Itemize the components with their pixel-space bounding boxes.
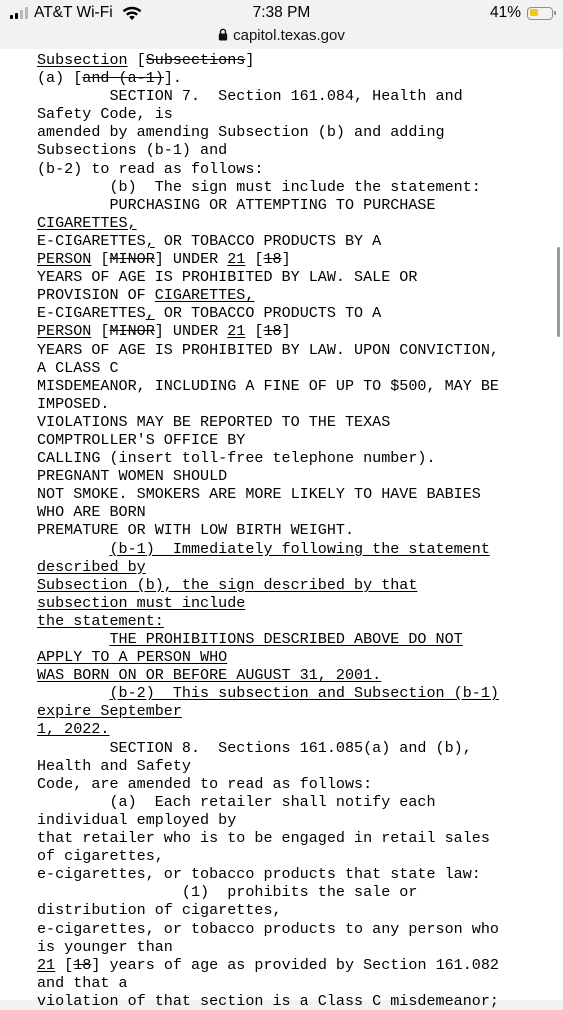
deleted-text: MINOR [109, 250, 155, 269]
inserted-text: subsection must include [37, 593, 246, 612]
text-run: that retailer who is to be engaged in retail sales [37, 829, 490, 848]
text-line [37, 232, 563, 250]
text-run: ] [281, 322, 291, 341]
text-run: [ [245, 250, 264, 269]
text-line [37, 431, 563, 449]
text-run: E-CIGARETTES [37, 231, 146, 250]
deleted-text: 18 [73, 955, 92, 974]
text-run: ] [245, 51, 255, 69]
text-line [37, 938, 563, 956]
url-text[interactable]: capitol.texas.gov [233, 27, 345, 44]
inserted-text: CIGARETTES, [154, 286, 255, 305]
text-run: [ [91, 250, 110, 269]
battery-fill [530, 9, 538, 16]
status-bar [0, 0, 563, 27]
text-line [37, 250, 563, 268]
text-line [37, 51, 563, 69]
clock: 7:38 PM [252, 4, 311, 21]
text-run: Health and Safety [37, 756, 191, 775]
text-run: individual employed by [37, 810, 237, 829]
text-run: (b) The sign must include the statement: [37, 177, 481, 196]
text-run: [ [55, 955, 74, 974]
inserted-text: THE PROHIBITIONS DESCRIBED ABOVE DO NOT [109, 630, 463, 648]
text-run: Safety Code, is [37, 105, 173, 124]
text-line [37, 974, 563, 992]
inserted-text: expire September [37, 702, 182, 721]
text-line [37, 576, 563, 594]
text-line [37, 540, 563, 558]
text-run: (a) [ [37, 69, 83, 88]
inserted-text: described by [37, 557, 146, 576]
text-line [37, 901, 563, 919]
text-line [37, 847, 563, 865]
text-line [37, 485, 563, 503]
text-run: OR TOBACCO PRODUCTS BY A [154, 231, 382, 250]
text-line [37, 558, 563, 576]
text-run: WHO ARE BORN [37, 503, 146, 522]
text-line [37, 377, 563, 395]
inserted-text: PERSON [37, 250, 92, 269]
text-line [37, 341, 563, 359]
text-line [37, 648, 563, 666]
deleted-text: and (a-1) [82, 69, 164, 88]
text-line [37, 992, 563, 1010]
text-run: PREGNANT WOMEN SHOULD [37, 467, 228, 486]
text-run: (1) prohibits the sale or [37, 883, 418, 902]
text-run: is younger than [37, 937, 173, 956]
text-run: ]. [163, 69, 182, 88]
inserted-text: (b-2) This subsection and Subsection (b-1) [109, 684, 499, 703]
text-line [37, 612, 563, 630]
text-run: SECTION 8. Sections 161.085(a) and (b), [37, 738, 472, 757]
text-run: COMPTROLLER'S OFFICE BY [37, 430, 246, 449]
text-run: IMPOSED. [37, 394, 110, 413]
text-line [37, 304, 563, 322]
page-content[interactable] [0, 49, 563, 1010]
text-line [37, 286, 563, 304]
text-line [37, 666, 563, 684]
text-run: e-cigarettes, or tobacco products that state law: [37, 865, 481, 884]
text-line [37, 720, 563, 738]
text-line [37, 449, 563, 467]
text-run: (b-2) to read as follows: [37, 159, 264, 178]
inserted-text: 1, 2022. [37, 720, 110, 739]
text-run: YEARS OF AGE IS PROHIBITED BY LAW. UPON CONVICTION, [37, 340, 499, 359]
text-run: MISDEMEANOR, INCLUDING A FINE OF UP TO $500, MAY BE [37, 376, 499, 395]
text-run: and that a [37, 973, 128, 992]
battery-percent: 41% [489, 4, 521, 21]
text-line [37, 359, 563, 377]
text-run: of cigarettes, [37, 847, 164, 866]
text-line [37, 467, 563, 485]
text-line [37, 829, 563, 847]
text-run: [ [91, 322, 110, 341]
inserted-text: , [145, 304, 155, 323]
deleted-text: 18 [263, 322, 282, 341]
text-run: OR TOBACCO PRODUCTS TO A [154, 304, 382, 323]
text-line [37, 196, 563, 214]
text-run: ] UNDER [154, 322, 228, 341]
battery-icon [527, 7, 553, 20]
inserted-text: WAS BORN ON OR BEFORE AUGUST 31, 2001. [37, 666, 382, 685]
inserted-text: the statement: [37, 611, 164, 630]
text-line [37, 413, 563, 431]
deleted-text: 18 [263, 250, 282, 269]
text-run [37, 684, 109, 702]
text-line [37, 503, 563, 521]
inserted-text: Subsection [37, 51, 128, 69]
text-run: A CLASS C [37, 358, 119, 377]
text-run: ] UNDER [154, 250, 228, 269]
inserted-text: CIGARETTES, [37, 213, 137, 232]
text-run: PREMATURE OR WITH LOW BIRTH WEIGHT. [37, 521, 355, 540]
text-run: PURCHASING OR ATTEMPTING TO PURCHASE [37, 195, 436, 214]
inserted-text: (b-1) Immediately following the statement [109, 539, 490, 558]
inserted-text: APPLY TO A PERSON WHO [37, 648, 228, 667]
inserted-text: 21 [37, 955, 56, 974]
text-line [37, 811, 563, 829]
text-line [37, 702, 563, 720]
text-line [37, 739, 563, 757]
text-line [37, 268, 563, 286]
bill-text [0, 49, 563, 1010]
text-line [37, 594, 563, 612]
text-line [37, 105, 563, 123]
text-run: E-CIGARETTES [37, 304, 146, 323]
text-line [37, 920, 563, 938]
text-line [37, 178, 563, 196]
text-line [37, 956, 563, 974]
text-run: e-cigarettes, or tobacco products to any person who [37, 919, 499, 938]
text-run: [ [245, 322, 264, 341]
text-run: CALLING (insert toll-free telephone number). [37, 449, 436, 468]
inserted-text: 21 [227, 322, 246, 341]
text-run: violation of that section is a Class C misdemeanor; [37, 991, 499, 1010]
text-line [37, 123, 563, 141]
text-run: [ [127, 51, 146, 69]
text-line [37, 521, 563, 539]
text-line [37, 793, 563, 811]
text-line [37, 214, 563, 232]
text-line [37, 141, 563, 159]
text-run: YEARS OF AGE IS PROHIBITED BY LAW. SALE OR [37, 268, 418, 287]
inserted-text: 21 [227, 250, 246, 269]
text-run: Code, are amended to read as follows: [37, 774, 373, 793]
text-line [37, 865, 563, 883]
text-run: amended by amending Subsection (b) and adding [37, 123, 445, 142]
text-run: ] [281, 250, 291, 269]
text-line [37, 757, 563, 775]
text-line [37, 395, 563, 413]
carrier-label: AT&T Wi-Fi [34, 4, 113, 21]
text-run [37, 540, 109, 558]
text-line [37, 87, 563, 105]
text-run: (a) Each retailer shall notify each [37, 792, 436, 811]
inserted-text: PERSON [37, 322, 92, 341]
text-line [37, 630, 563, 648]
inserted-text: , [145, 231, 155, 250]
text-run: distribution of cigarettes, [37, 901, 282, 920]
text-line [37, 160, 563, 178]
text-line [37, 322, 563, 340]
text-run [37, 630, 109, 648]
text-run: Subsections (b-1) and [37, 141, 228, 160]
text-line [37, 684, 563, 702]
text-line [37, 775, 563, 793]
text-line [37, 69, 563, 87]
text-line [37, 883, 563, 901]
lock-icon [218, 28, 228, 41]
text-run: SECTION 7. Section 161.084, Health and [37, 87, 463, 106]
battery-group [490, 4, 553, 22]
text-run: ] years of age as provided by Section 161.082 [91, 955, 499, 974]
text-run: VIOLATIONS MAY BE REPORTED TO THE TEXAS [37, 412, 391, 431]
inserted-text: Subsection (b), the sign described by that [37, 575, 418, 594]
url-bar[interactable] [0, 27, 563, 49]
deleted-text: MINOR [109, 322, 155, 341]
text-run: PROVISION OF [37, 286, 155, 305]
scrollbar[interactable] [557, 247, 560, 337]
deleted-text: Subsections [145, 51, 246, 69]
text-run: NOT SMOKE. SMOKERS ARE MORE LIKELY TO HAVE BABIES [37, 485, 481, 504]
